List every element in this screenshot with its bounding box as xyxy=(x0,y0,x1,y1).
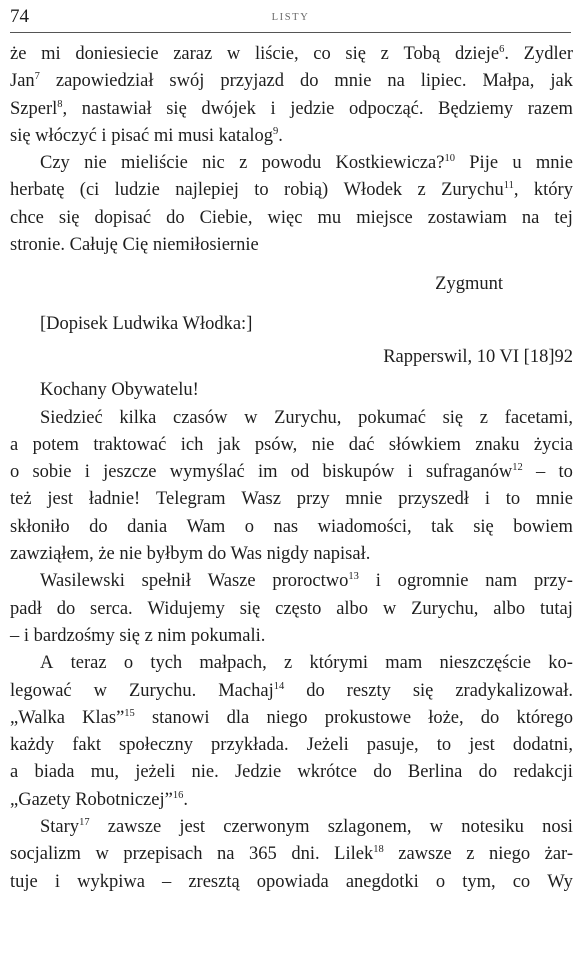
text-line: „Gazety Robotniczej”$^{16}$. xyxy=(10,789,188,810)
text-line: się włóczyć i pisać mi musi katalog$^9$. xyxy=(10,125,283,146)
text-line: każdy fakt społeczny przykłada. Jeżeli pasuje, to jest dodatni, xyxy=(10,735,573,756)
running-title: LISTY xyxy=(271,12,310,23)
text-line: Czy nie mieliście nic z powodu Kostkiewicza?$^{10}$ Pije u mnie xyxy=(40,153,573,174)
text-line: – i bardzośmy się z nim pokumali. xyxy=(10,625,266,646)
letter-text xyxy=(10,41,573,896)
text-line: Jan$^7$ zapowiedział swój przyjazd do mnie na lipiec. Małpa, jak xyxy=(10,71,573,92)
text-line: socjalizm w przepisach na 365 dni. Lilek$^{18}$ zawsze z niego żar- xyxy=(10,844,573,865)
text-line: Stary$^{17}$ zawsze jest czerwonym szlagonem, w notesiku nosi xyxy=(40,817,573,838)
text-line: Wasilewski spełnił Wasze proroctwo$^{13}$ i ogromnie nam przy- xyxy=(40,571,573,592)
text-line: skłoniło do dania Wam o nas wiadomości, tak się bowiem xyxy=(10,516,573,537)
text-line: chce się dopisać do Ciebie, więc mu miejsce zostawiam na tej xyxy=(10,207,573,228)
page-number: 74 xyxy=(10,6,29,27)
text-line: legować w Zurychu. Machaj$^{14}$ do reszty się zradykalizował. xyxy=(10,680,573,701)
running-header xyxy=(10,6,571,33)
text-line: herbatę (ci ludzie najlepiej to robią) Włodek z Zurychu$^{11}$, który xyxy=(10,180,573,201)
signature: Zygmunt xyxy=(435,274,503,295)
text-line: tuje i wykpiwa – zresztą opowiada anegdotki o tym, co Wy xyxy=(10,871,573,892)
text-line: „Walka Klas”$^{15}$ stanowi dla niego prokustowe łoże, do którego xyxy=(10,707,573,728)
text-line: a biada mu, jeżeli nie. Jedzie wkrótce do Berlina do redakcji xyxy=(10,762,573,783)
text-line: zawziąłem, że nie byłbym do Was nigdy napisał. xyxy=(10,544,371,565)
salutation: Kochany Obywatelu! xyxy=(40,380,199,401)
text-line: stronie. Całuję Cię niemiłosiernie xyxy=(10,235,259,256)
text-line: Szperl$^8$, nastawiał się dwójek i jedzie odpocząć. Będziemy razem xyxy=(10,98,573,119)
text-line: że mi doniesiecie zaraz w liście, co się z Tobą dzieje$^6$. Zydler xyxy=(10,44,573,64)
place-date-line: Rapperswil, 10 VI [18]92 xyxy=(383,346,573,367)
text-line: Siedzieć kilka czasów w Zurychu, pokumać się z facetami, xyxy=(40,407,573,428)
postscript-note: [Dopisek Ludwika Włodka:] xyxy=(40,313,253,334)
text-line: A teraz o tych małpach, z którymi mam nieszczęście ko- xyxy=(40,653,573,674)
text-line: też jest ładnie! Telegram Wasz przy mnie przyszedł i to mnie xyxy=(10,489,573,510)
text-line: padł do serca. Widujemy się często albo w Zurychu, albo tutaj xyxy=(10,598,573,619)
text-line: o sobie i jeszcze wymyślać im od biskupów i sufraganów$^{12}$ – to xyxy=(10,462,573,483)
text-line: a potem traktować ich jak psów, nie dać słówkiem znaku życia xyxy=(10,434,573,455)
